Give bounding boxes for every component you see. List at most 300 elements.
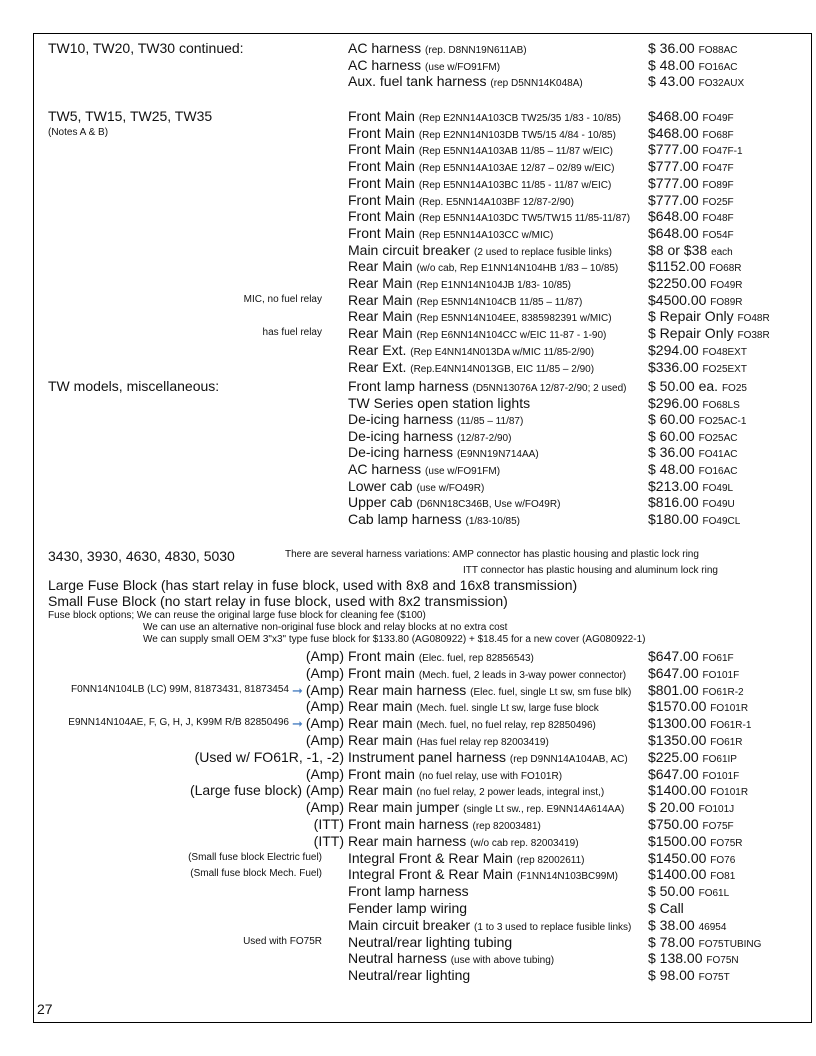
part-price — [648, 73, 744, 89]
part-price — [648, 732, 743, 748]
price-value: $2250.00 — [648, 275, 707, 291]
part-note: (w/o cab rep. 82003419) — [470, 837, 579, 849]
table-row — [0, 158, 816, 175]
part-note: (no fuel relay, use with FO101R) — [418, 770, 563, 782]
price-value: $1570.00 — [648, 698, 707, 715]
price-value: $647.00 — [648, 765, 699, 782]
part-price — [648, 461, 738, 477]
part-price — [648, 917, 726, 933]
part-note: (1 to 3 used to replace fusible links) — [474, 921, 632, 933]
part-price — [648, 833, 743, 849]
part-description — [348, 242, 612, 258]
section-title: TW models, miscellaneous: — [48, 378, 220, 394]
part-description — [348, 342, 594, 358]
part-note: (1/83-10/85) — [465, 515, 520, 527]
part-name: Rear Main — [348, 308, 413, 325]
part-price — [648, 258, 741, 274]
part-name: Front Main — [348, 124, 415, 141]
part-description — [348, 665, 626, 681]
part-code: FO25 — [721, 383, 747, 394]
part-code: FO61IP — [702, 753, 737, 765]
part-code: FO101R — [710, 787, 749, 799]
price-value: $ Call — [648, 900, 684, 916]
part-note: (use w/FO49R) — [416, 482, 485, 494]
part-name: Front lamp harness — [348, 883, 469, 900]
part-note: (F1NN14N103BC99M) — [516, 871, 619, 883]
part-name: Front main — [348, 765, 415, 782]
part-price — [648, 40, 738, 56]
part-note: (D5NN13076A 12/87-2/90; 2 used) — [472, 383, 627, 394]
part-price — [648, 665, 739, 681]
table-row — [0, 950, 816, 967]
part-name: Front Main — [348, 174, 415, 191]
part-note: (12/87-2/90) — [456, 432, 512, 444]
table-row — [0, 494, 816, 511]
part-price — [648, 444, 738, 460]
part-code: FO49U — [702, 499, 735, 511]
part-code: FO101R — [710, 703, 749, 715]
section-title: 3430, 3930, 4630, 4830, 5030 — [48, 548, 235, 564]
part-price — [648, 108, 734, 124]
price-value: $213.00 — [648, 477, 699, 494]
part-name: Front Main — [348, 224, 415, 241]
part-price — [648, 950, 739, 966]
page-number: 27 — [37, 1001, 53, 1017]
connector-type: (Amp) — [305, 681, 344, 698]
table-row — [0, 883, 816, 900]
price-value: $ Repair Only — [648, 325, 734, 342]
part-code: FO89R — [710, 296, 743, 308]
part-description — [348, 192, 574, 208]
part-name: Integral Front & Rear Main — [348, 866, 513, 883]
part-description — [348, 141, 613, 157]
connector-type: (Used w/ FO61R, -1, -2) — [194, 748, 344, 765]
part-code: FO68LS — [702, 399, 740, 411]
table-row — [0, 511, 816, 528]
part-note: (no fuel relay, 2 power leads, integral inst,) — [416, 787, 605, 799]
table-row — [0, 967, 816, 984]
part-code: FO49CL — [702, 515, 741, 527]
price-value: $ 50.00 — [648, 883, 695, 900]
part-note: (E9NN19N714AA) — [456, 449, 539, 461]
part-description — [348, 378, 627, 394]
part-price — [648, 494, 735, 510]
part-price — [648, 125, 734, 141]
part-note: (2 used to replace fusible links) — [474, 246, 612, 258]
part-description — [348, 850, 585, 866]
part-description — [348, 275, 571, 291]
arrow-icon: ➞ — [291, 682, 303, 698]
table-row — [0, 275, 816, 292]
price-value: $180.00 — [648, 510, 699, 527]
table-row — [0, 125, 816, 142]
part-note: (Rep E5NN14A103AB 11/85 – 11/87 w/EIC) — [418, 146, 613, 158]
part-name: Front Main — [348, 141, 415, 158]
price-value: $777.00 — [648, 141, 699, 158]
part-price — [648, 342, 747, 358]
connector-type: (Amp) — [305, 715, 344, 732]
connector-type: (Amp) — [305, 648, 344, 664]
part-code: FO75T — [698, 972, 730, 984]
part-description — [348, 816, 541, 832]
connector-type: (Amp) — [305, 732, 344, 748]
part-description — [348, 648, 534, 664]
part-name: De-icing harness — [348, 411, 454, 428]
table-row — [0, 73, 816, 90]
part-price — [648, 411, 746, 427]
part-code: FO61R — [710, 737, 743, 748]
part-name: Front main harness — [348, 816, 469, 832]
part-note: (single Lt sw., rep. E9NN14A614AA) — [463, 804, 625, 816]
part-description — [348, 967, 470, 983]
price-value: $ 20.00 — [648, 799, 695, 816]
part-description — [348, 833, 579, 849]
part-name: Rear main — [348, 715, 413, 732]
table-row — [0, 850, 816, 867]
part-description — [348, 900, 467, 916]
part-code: FO47F-1 — [702, 146, 743, 158]
part-description — [348, 799, 624, 815]
table-row — [0, 225, 816, 242]
part-note: (Elec. fuel, rep 82856543) — [418, 653, 534, 664]
table-row — [0, 40, 816, 57]
part-code: FO49R — [710, 280, 743, 291]
part-code: FO25AC — [698, 432, 738, 444]
part-name: Rear Ext. — [348, 358, 407, 375]
part-code: FO38R — [737, 330, 770, 342]
connector-type: (Amp) — [305, 799, 344, 816]
part-price — [648, 511, 740, 527]
part-note: (Rep E5NN14A103DC TW5/TW15 11/85-11/87) — [418, 213, 631, 225]
part-note: (Rep. E5NN14A103BF 12/87-2/90) — [418, 196, 574, 208]
table-row — [0, 766, 816, 783]
table-row — [0, 816, 816, 833]
part-note: (Rep E5NN14N104CB 11/85 – 11/87) — [416, 296, 583, 308]
price-value: $468.00 — [648, 108, 699, 124]
part-description — [348, 57, 500, 73]
price-value: $296.00 — [648, 394, 699, 411]
part-code: FO61R-1 — [710, 720, 752, 732]
table-row — [0, 833, 816, 850]
part-name: AC harness — [348, 56, 422, 73]
part-note: (Mech. fuel, 2 leads in 3-way power connector) — [418, 669, 627, 681]
table-row — [0, 866, 816, 883]
row-left-note: (Small fuse block Mech. Fuel) — [190, 868, 322, 880]
part-name: Front main — [348, 648, 415, 664]
part-description — [348, 175, 611, 191]
part-price — [648, 749, 737, 765]
part-name: Rear Main — [348, 258, 413, 275]
part-description — [348, 866, 618, 882]
part-code: FO25EXT — [702, 363, 747, 375]
part-description — [348, 715, 596, 731]
part-price — [648, 192, 734, 208]
table-row — [0, 411, 816, 428]
table-row — [0, 141, 816, 158]
part-name: Rear Ext. — [348, 341, 407, 358]
price-value: $777.00 — [648, 191, 699, 208]
part-code: FO41AC — [698, 449, 738, 461]
price-value: $294.00 — [648, 341, 699, 358]
part-price — [648, 682, 744, 698]
part-note: (11/85 – 11/87) — [456, 416, 524, 428]
part-description — [348, 766, 562, 782]
table-row — [0, 715, 816, 732]
part-name: Neutral harness — [348, 950, 447, 967]
part-name: Neutral/rear lighting tubing — [348, 933, 513, 950]
part-description — [348, 108, 621, 124]
part-note: (use w/FO91FM) — [425, 466, 501, 477]
table-row — [0, 108, 816, 125]
small-fuse-block-text: Small Fuse Block (no start relay in fuse block, used with 8x2 transmission) — [48, 593, 508, 609]
table-row — [0, 782, 816, 799]
table-row — [0, 342, 816, 359]
part-note: (Rep E5NN14A103CC w/MIC) — [418, 229, 554, 241]
price-value: $647.00 — [648, 648, 699, 664]
part-note: (Rep E5NN14A103AE 12/87 – 02/89 w/EIC) — [418, 163, 615, 175]
part-price — [648, 934, 761, 950]
part-description — [348, 478, 484, 494]
table-row — [0, 648, 816, 665]
connector-type: (Amp) — [305, 765, 344, 782]
part-price — [648, 883, 729, 899]
table-row — [0, 698, 816, 715]
price-value: $ 36.00 — [648, 444, 695, 461]
part-price — [648, 308, 770, 324]
variation-note: There are several harness variations: AMP connector has plastic housing and plastic lock ring — [285, 549, 699, 560]
part-description — [348, 461, 500, 477]
part-name: Main circuit breaker — [348, 916, 471, 933]
price-value: $ 78.00 — [648, 933, 695, 950]
connector-type: (Amp) — [305, 664, 344, 681]
part-name: Upper cab — [348, 494, 413, 511]
part-code: FO16AC — [698, 466, 738, 477]
part-note: (rep D5NN14K048A) — [490, 78, 583, 89]
part-code: 46954 — [698, 921, 727, 933]
table-row — [0, 192, 816, 209]
part-price — [648, 799, 734, 815]
part-description — [348, 511, 520, 527]
part-name: Aux. fuel tank harness — [348, 73, 487, 89]
table-row — [0, 665, 816, 682]
fuse-options-text: We can supply small OEM 3"x3" type fuse block for $133.80 (AG080922) + $18.45 for a new cover (AG080922-1) — [143, 634, 646, 645]
large-fuse-block-text: Large Fuse Block (has start relay in fuse block, used with 8x8 and 16x8 transmission) — [48, 577, 578, 593]
part-code: FO101F — [702, 669, 740, 681]
part-name: Front Main — [348, 208, 415, 225]
part-note: (Rep.E4NN14N013GB, EIC 11/85 – 2/90) — [410, 363, 595, 375]
part-price — [648, 698, 748, 714]
part-price — [648, 900, 684, 916]
part-code: FO75TUBING — [698, 938, 762, 950]
price-value: $1152.00 — [648, 258, 706, 275]
table-row — [0, 308, 816, 325]
part-description — [348, 292, 582, 308]
table-row — [0, 732, 816, 749]
part-code: FO101J — [698, 804, 735, 816]
part-name: Rear main jumper — [348, 799, 460, 816]
part-description — [348, 698, 599, 714]
table-row — [0, 242, 816, 259]
part-code: FO101F — [702, 770, 740, 782]
price-value: $1450.00 — [648, 849, 707, 866]
price-value: $648.00 — [648, 224, 699, 241]
table-row — [0, 900, 816, 917]
part-code: FO25AC-1 — [698, 416, 747, 428]
part-description — [348, 395, 530, 411]
part-price — [648, 967, 730, 983]
part-description — [348, 444, 539, 460]
part-description — [348, 359, 594, 375]
part-name: Rear main — [348, 698, 413, 715]
row-left-note: Used with FO75R — [243, 935, 322, 947]
part-price — [648, 208, 734, 224]
part-price — [648, 850, 735, 866]
part-description — [348, 950, 554, 966]
part-code: FO68F — [702, 129, 734, 141]
part-name: Rear Main — [348, 325, 413, 342]
part-description — [348, 40, 527, 56]
table-row — [0, 208, 816, 225]
part-note: (Rep E2NN14N103DB TW5/15 4/84 - 10/85) — [418, 129, 616, 141]
part-name: De-icing harness — [348, 444, 454, 461]
price-value: $468.00 — [648, 124, 699, 141]
price-value: $4500.00 — [648, 291, 707, 308]
part-description — [348, 934, 512, 950]
part-code: FO75N — [706, 955, 739, 967]
part-price — [648, 242, 733, 258]
part-note: (Mech. fuel. single Lt sw, large fuse block — [416, 703, 599, 715]
part-note: (Rep E5NN14N104EE, 8385982391 w/MIC) — [416, 313, 612, 325]
price-value: $801.00 — [648, 681, 699, 698]
part-description — [348, 732, 549, 748]
price-value: $648.00 — [648, 208, 699, 225]
part-price — [648, 395, 740, 411]
row-left-note: E9NN14N104AE, F, G, H, J, K99M R/B 82850496 — [68, 717, 289, 729]
part-price — [648, 782, 748, 798]
part-description — [348, 782, 604, 798]
part-note: (Elec. fuel, single Lt sw, sm fuse blk) — [470, 686, 632, 698]
part-name: AC harness — [348, 461, 422, 477]
price-value: $ 138.00 — [648, 950, 703, 967]
part-name: Rear main harness — [348, 681, 467, 698]
part-note: (use with above tubing) — [450, 955, 555, 967]
connector-type: (ITT) — [313, 816, 344, 832]
part-price — [648, 715, 751, 731]
table-row — [0, 917, 816, 934]
part-note: (w/o cab, Rep E1NN14N104HB 1/83 – 10/85) — [416, 263, 619, 275]
part-note: (D6NN18C346B, Use w/FO49R) — [416, 499, 561, 511]
price-value: $ 98.00 — [648, 967, 695, 984]
part-code: FO48F — [702, 213, 734, 225]
part-description — [348, 73, 583, 89]
part-description — [348, 158, 614, 174]
table-row — [0, 175, 816, 192]
part-description — [348, 308, 612, 324]
price-value: $ 48.00 — [648, 56, 695, 73]
part-name: Rear Main — [348, 275, 413, 291]
part-description — [348, 411, 523, 427]
part-code: FO48EXT — [702, 346, 747, 358]
part-note: (Rep E4NN14N013DA w/MIC 11/85-2/90) — [410, 346, 595, 358]
part-name: Rear main — [348, 782, 413, 799]
part-price — [648, 816, 734, 832]
part-name: AC harness — [348, 40, 422, 56]
price-value: $750.00 — [648, 816, 699, 832]
connector-type: (Amp) — [305, 698, 344, 715]
part-name: Lower cab — [348, 477, 413, 494]
row-left-note: has fuel relay — [262, 327, 322, 339]
variation-note: ITT connector has plastic housing and aluminum lock ring — [463, 565, 718, 576]
part-name: TW Series open station lights — [348, 394, 531, 411]
part-price — [648, 275, 743, 291]
part-code: FO75R — [710, 837, 743, 849]
part-code: FO16AC — [698, 61, 738, 73]
part-note: (Has fuel relay rep 82003419) — [416, 737, 549, 748]
price-value: $ Repair Only — [648, 308, 734, 325]
part-description — [348, 883, 469, 899]
part-code: FO49L — [702, 482, 734, 494]
part-description — [348, 494, 560, 510]
price-value: $ 60.00 — [648, 411, 695, 428]
part-description — [348, 682, 631, 698]
fuse-options-text: Fuse block options; We can reuse the original large fuse block for cleaning fee ($100) — [48, 610, 426, 621]
table-row — [0, 444, 816, 461]
part-price — [648, 325, 770, 341]
part-note: (Mech. fuel, no fuel relay, rep 82850496) — [416, 720, 596, 732]
price-value: $1500.00 — [648, 832, 707, 849]
part-price — [648, 766, 739, 782]
row-left-note: F0NN14N104LB (LC) 99M, 81873431, 81873454 — [71, 683, 289, 695]
table-row — [0, 478, 816, 495]
part-price — [648, 428, 738, 444]
price-value: $1300.00 — [648, 715, 707, 732]
part-note: (Rep E5NN14A103BC 11/85 - 11/87 w/EIC) — [418, 179, 612, 191]
table-row — [0, 428, 816, 445]
price-value: $225.00 — [648, 748, 699, 765]
part-description — [348, 258, 618, 274]
part-name: Rear Main — [348, 291, 413, 308]
part-code: FO25F — [702, 196, 734, 208]
table-row — [0, 799, 816, 816]
part-code: FO88AC — [698, 45, 738, 56]
part-name: Front lamp harness — [348, 378, 469, 394]
part-note: (rep D9NN14A104AB, AC) — [509, 753, 628, 765]
part-note: (Rep E2NN14A103CB TW25/35 1/83 - 10/85) — [418, 113, 621, 124]
part-code: FO68R — [709, 263, 742, 275]
table-row — [0, 359, 816, 376]
connector-type: (Large fuse block) (Amp) — [189, 782, 344, 799]
part-name: Instrument panel harness — [348, 748, 506, 765]
price-value: $ 50.00 ea. — [648, 378, 719, 394]
part-name: Cab lamp harness — [348, 510, 462, 527]
part-name: Front Main — [348, 108, 415, 124]
part-code: FO81 — [710, 871, 736, 883]
part-price — [648, 866, 735, 882]
part-description — [348, 749, 628, 765]
part-price — [648, 175, 734, 191]
price-value: $336.00 — [648, 358, 699, 375]
part-price — [648, 225, 734, 241]
part-code: each — [711, 246, 733, 258]
table-row — [0, 258, 816, 275]
part-price — [648, 378, 747, 394]
part-note: (Rep E1NN14N104JB 1/83- 10/85) — [416, 280, 572, 291]
part-description — [348, 325, 606, 341]
part-code: FO89F — [702, 179, 734, 191]
row-left-note: (Small fuse block Electric fuel) — [188, 851, 322, 863]
price-value: $ 38.00 — [648, 916, 695, 933]
part-name: Neutral/rear lighting — [348, 967, 471, 984]
